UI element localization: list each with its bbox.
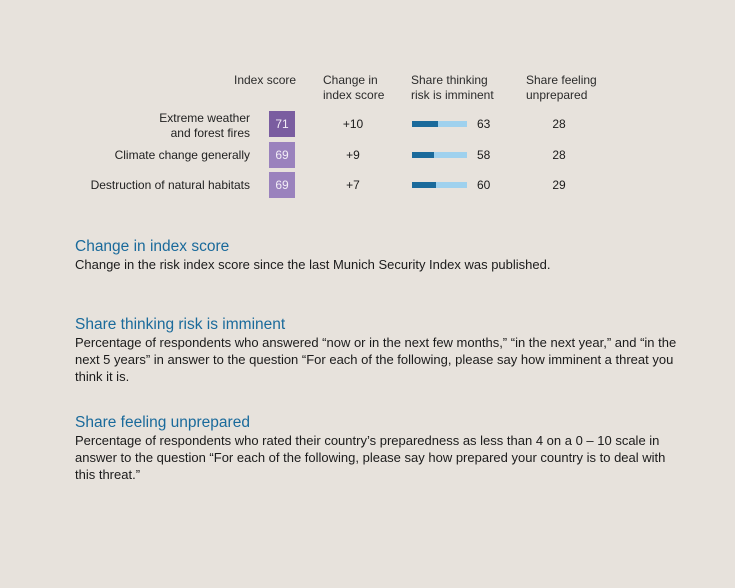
definition-title: Share feeling unprepared (75, 414, 250, 431)
index-score-box: 69 (269, 142, 295, 168)
row-label-line-1: Extreme weather (159, 111, 250, 125)
definition-text: Change in the risk index score since the last Munich Security Index was published. (75, 257, 551, 272)
index-score-box: 71 (269, 111, 295, 137)
header-index-score-line: Index score (234, 73, 297, 87)
share-imminent-value: 63 (477, 117, 491, 131)
row-label-line-1: Climate change generally (114, 148, 250, 162)
change-value: +9 (346, 148, 360, 162)
imminent-bar-fill (412, 152, 434, 158)
imminent-bar-track (412, 152, 467, 158)
header-unprep-line-1: Share feeling (526, 73, 597, 87)
header-change-line-2: index score (323, 88, 385, 102)
header-change-in-index-score (323, 73, 384, 103)
share-unprepared-value: 28 (552, 148, 566, 162)
definition-text: Percentage of respondents who rated their country’s preparedness as less than 4 on a 0 – 10 scale in answer to the question “For each of the following, please say how prepared your country is to deal with this threat.” (75, 433, 666, 482)
header-index-score (234, 73, 296, 88)
row-label-line-1: Destruction of natural habitats (90, 178, 250, 192)
header-change-line-1: Change in (323, 73, 378, 87)
index-score-box: 69 (269, 172, 295, 198)
share-unprepared-value: 28 (552, 117, 566, 131)
change-value: +7 (346, 178, 360, 192)
definition-text: Percentage of respondents who answered “now or in the next few months,” “in the next year,” and “in the next 5 years” in answer to the question “For each of the following, please say how imminent a threat you think it is. (75, 335, 677, 384)
imminent-bar-track (412, 121, 467, 127)
header-share-imminent (411, 73, 494, 103)
header-share-unprepared (526, 73, 597, 103)
row-label-natural-habitats (91, 178, 250, 193)
header-unprep-line-2: unprepared (526, 88, 588, 102)
imminent-bar-track (412, 182, 467, 188)
definition-change-in-index-score (75, 238, 685, 273)
definition-share-unprepared (75, 414, 685, 483)
definition-share-imminent (75, 316, 685, 385)
row-label-line-2: and forest fires (170, 126, 250, 140)
row-label-extreme-weather (159, 111, 250, 141)
share-imminent-value: 60 (477, 178, 491, 192)
change-value: +10 (342, 117, 364, 131)
header-share-line-1: Share thinking (411, 73, 488, 87)
share-imminent-value: 58 (477, 148, 491, 162)
imminent-bar-fill (412, 182, 436, 188)
definition-title: Change in index score (75, 238, 230, 255)
definition-title: Share thinking risk is imminent (75, 316, 286, 333)
share-unprepared-value: 29 (552, 178, 566, 192)
header-share-line-2: risk is imminent (411, 88, 494, 102)
imminent-bar-fill (412, 121, 438, 127)
row-label-climate-change (115, 148, 250, 163)
